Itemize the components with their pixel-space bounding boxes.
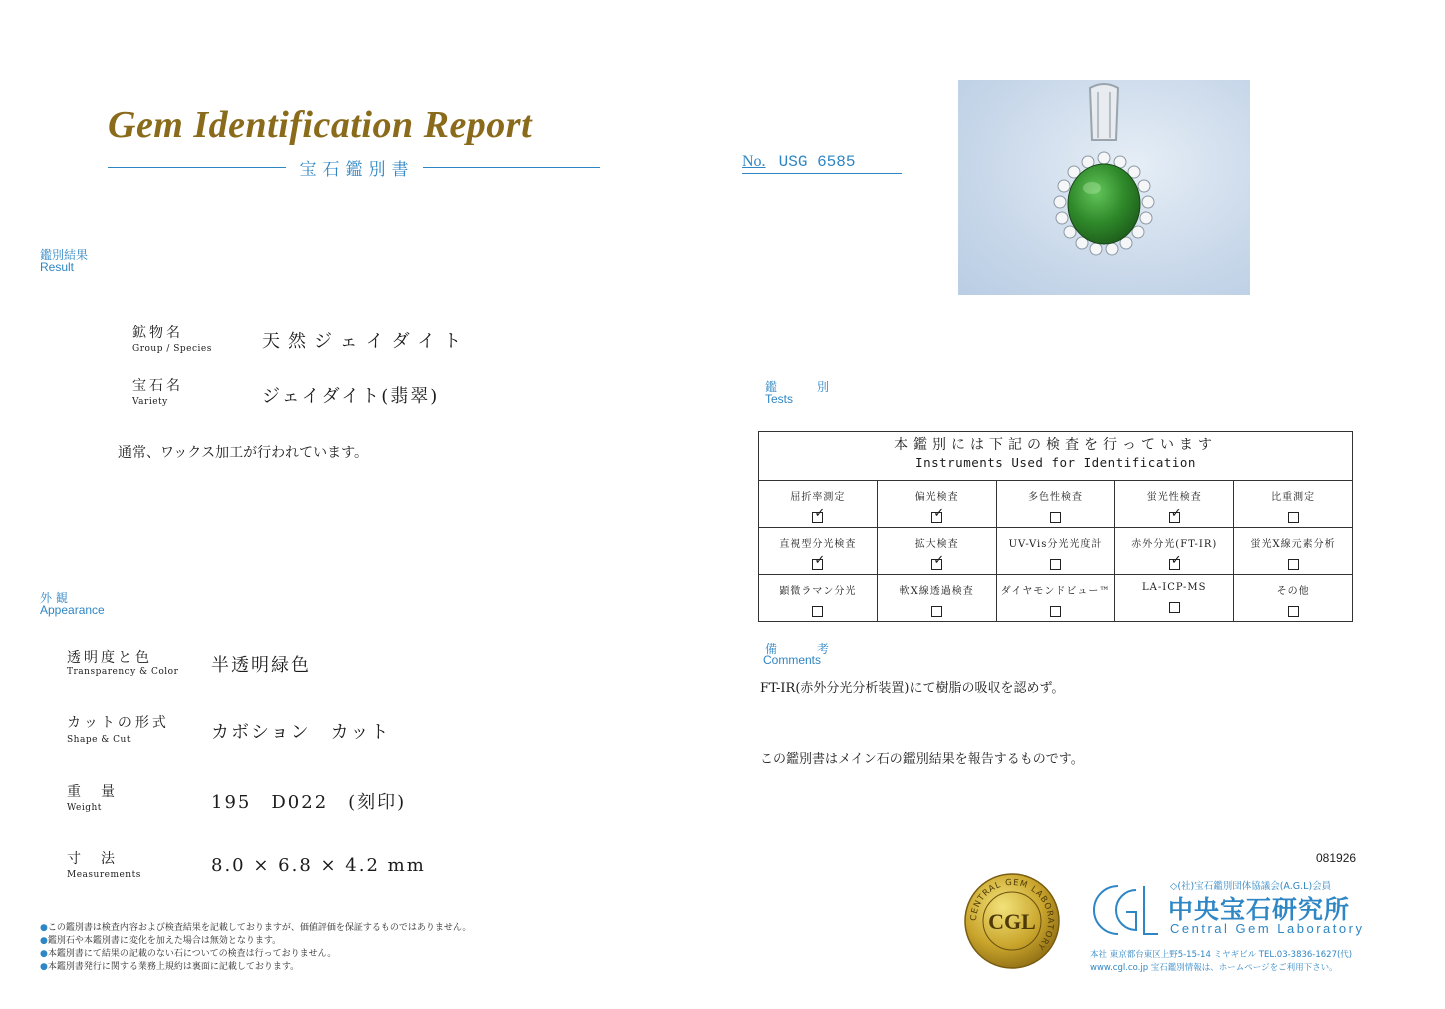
test-label: LA-ICP-MS: [1142, 582, 1207, 593]
test-cell: [877, 481, 996, 528]
test-cell: [759, 481, 878, 528]
result-section-en: Result: [40, 260, 75, 274]
measurements-label-en: Measurements: [67, 870, 141, 880]
test-cell: [759, 528, 878, 575]
variety-value: ジェイダイト(翡翠): [262, 386, 440, 407]
check-mark-icon: ✓: [933, 506, 945, 521]
test-label: 顕微ラマン分光: [779, 586, 857, 597]
lab-website: www.cgl.co.jp 宝石鑑別情報は、ホームページをご利用下さい。: [1090, 963, 1338, 973]
test-label: ダイヤモンドビュー™: [1000, 586, 1111, 597]
tests-table: [758, 431, 1353, 622]
cut-value: カボション カット: [211, 722, 391, 743]
comments-section-jp: 備 考: [765, 642, 844, 656]
tests-section-jp: 鑑 別: [765, 380, 844, 394]
test-checkbox: [1169, 553, 1182, 570]
pendant-image: [958, 80, 1250, 295]
test-cell: [1234, 528, 1353, 575]
gem-photo: [958, 80, 1250, 295]
test-checkbox: [1169, 602, 1180, 613]
test-checkbox: [1288, 512, 1299, 523]
test-label: 比重測定: [1271, 492, 1316, 503]
seal-text: CENTRAL GEM LABORATORY: [968, 877, 1056, 952]
test-cell: [1115, 528, 1234, 575]
test-label: 軟X線透過検査: [899, 586, 974, 597]
report-subtitle: [108, 156, 600, 178]
test-cell: [1115, 481, 1234, 528]
test-checkbox: [812, 606, 823, 617]
comment-line-1: FT-IR(赤外分光分析装置)にて樹脂の吸収を認めず。: [760, 681, 1065, 696]
measurements-label-jp: 寸 法: [67, 851, 118, 867]
lab-name-jp: 中央宝石研究所: [1168, 895, 1351, 924]
serial-number: 081926: [1316, 851, 1357, 865]
check-mark-icon: ✓: [1170, 553, 1182, 568]
test-checkbox: [931, 553, 945, 570]
subtitle-rule-right: [423, 167, 601, 168]
report-title: Gem Identification Report: [108, 104, 533, 146]
footer-note-4: ●本鑑別書発行に関する業務上規約は裏面に記載しております。: [40, 962, 300, 972]
diamond-icon: ◇: [1170, 881, 1178, 892]
variety-label-jp: 宝石名: [132, 378, 183, 394]
test-label: UV-Vis分光光度計: [1008, 539, 1103, 550]
lab-address: 本社 東京都台東区上野5-15-14 ミヤギビル TEL.03-3836-1627(代): [1090, 950, 1353, 960]
test-cell: [996, 528, 1115, 575]
report-number-value: USG 6585: [778, 153, 856, 171]
result-section-jp: 鑑別結果: [40, 248, 89, 262]
appearance-section-jp: 外 観: [40, 591, 68, 605]
report-number-label: No.: [742, 153, 766, 170]
appearance-section-en: Appearance: [40, 603, 105, 617]
footer-note-2: ●鑑別石や本鑑別書に変化を加えた場合は無効となります。: [40, 936, 282, 946]
footer-note-1: ●この鑑別書は検査内容および検査結果を記載しておりますが、価値評価を保証するものではありません。: [40, 923, 472, 933]
cut-label-en: Shape & Cut: [67, 735, 131, 745]
subtitle-jp: 宝石鑑別書: [299, 159, 415, 180]
test-checkbox: [1288, 559, 1299, 570]
cut-label-jp: カットの形式: [67, 715, 169, 731]
test-checkbox: [1050, 559, 1061, 570]
cgl-logo-icon: [1090, 880, 1160, 940]
test-cell: [1115, 575, 1234, 622]
species-label-en: Group / Species: [132, 344, 212, 354]
test-label: その他: [1276, 586, 1310, 597]
test-checkbox: [1050, 606, 1061, 617]
check-mark-icon: ✓: [814, 553, 826, 568]
tests-section-en: Tests: [765, 392, 794, 406]
species-label-jp: 鉱物名: [132, 325, 183, 341]
test-checkbox: [1169, 506, 1182, 523]
result-note: 通常、ワックス加工が行われています。: [118, 445, 369, 461]
test-label: 偏光検査: [914, 492, 959, 503]
test-label: 赤外分光(FT-IR): [1131, 539, 1218, 550]
weight-label-en: Weight: [67, 803, 102, 813]
footer-note-3: ●本鑑別書にて結果の記載のない石についての検査は行っておりません。: [40, 949, 337, 959]
check-mark-icon: ✓: [1170, 506, 1182, 521]
test-label: 蛍光X線元素分析: [1250, 539, 1336, 550]
test-checkbox: [931, 606, 942, 617]
test-cell: [1234, 575, 1353, 622]
test-checkbox: [812, 506, 826, 523]
transparency-label-jp: 透明度と色: [67, 650, 152, 666]
test-cell: [759, 575, 878, 622]
variety-label-en: Variety: [132, 397, 168, 407]
check-mark-icon: ✓: [933, 553, 945, 568]
weight-value: 195 D022 (刻印): [211, 792, 407, 813]
check-mark-icon: ✓: [814, 506, 826, 521]
comment-line-2: この鑑別書はメイン石の鑑別結果を報告するものです。: [760, 752, 1084, 767]
measurements-value: 8.0 × 6.8 × 4.2 mm: [211, 855, 426, 876]
comments-section-en: Comments: [763, 653, 822, 667]
test-label: 多色性検査: [1027, 492, 1083, 503]
test-label: 直視型分光検査: [779, 539, 857, 550]
tests-table-header: [759, 432, 1353, 481]
test-cell: [877, 575, 996, 622]
seal-emblem: [963, 872, 1061, 970]
test-checkbox: [1050, 512, 1061, 523]
test-checkbox: [931, 506, 945, 523]
tests-header-en: Instruments Used for Identification: [915, 455, 1196, 470]
weight-label-jp: 重 量: [67, 784, 118, 800]
gold-seal: [963, 872, 1061, 970]
lab-name-en: Central Gem Laboratory: [1170, 921, 1365, 936]
test-cell: [996, 481, 1115, 528]
lab-association: ◇(社)宝石鑑別団体協議会(A.G.L)会員: [1170, 881, 1332, 892]
test-label: 蛍光性検査: [1146, 492, 1202, 503]
report-number: [742, 151, 902, 174]
subtitle-rule-left: [108, 167, 286, 168]
test-label: 屈折率測定: [790, 492, 846, 503]
species-value: 天然ジェイダイト: [262, 331, 470, 352]
test-cell: [1234, 481, 1353, 528]
test-cell: [877, 528, 996, 575]
transparency-value: 半透明緑色: [211, 655, 311, 676]
seal-logo: CGL: [988, 909, 1036, 934]
test-cell: [996, 575, 1115, 622]
transparency-label-en: Transparency & Color: [67, 667, 179, 677]
test-checkbox: [812, 553, 826, 570]
test-label: 拡大検査: [914, 539, 959, 550]
test-checkbox: [1288, 606, 1299, 617]
tests-header-jp: 本鑑別には下記の検査を行っています: [894, 437, 1217, 453]
